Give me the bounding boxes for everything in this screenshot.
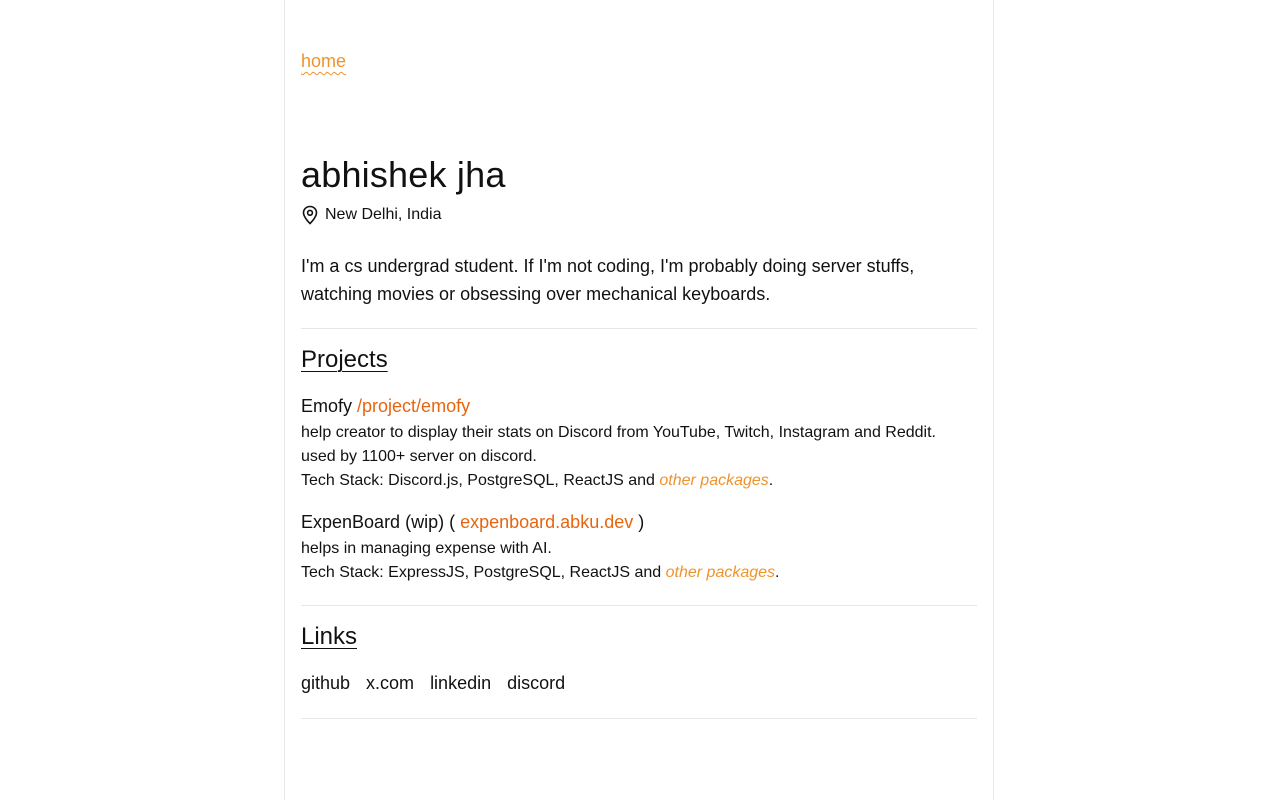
bio: I'm a cs undergrad student. If I'm not coding, I'm probably doing server stuffs, watching movies or obsessing over mechanical keyboards. [301,256,915,304]
github-link[interactable]: github [301,673,351,693]
links-list [301,673,581,694]
period: . [768,472,774,489]
project-tech-stack [301,469,773,493]
location [301,205,442,225]
project-link[interactable]: expenboard.abku.dev [460,512,634,532]
tech-stack-text: Tech Stack: ExpressJS, PostgreSQL, ReactJS and [301,564,662,581]
project-item-expenboard [301,512,644,533]
projects-heading: Projects [301,346,388,373]
project-tech-stack [301,561,779,585]
map-pin-icon [301,205,319,225]
divider [301,718,977,719]
discord-link[interactable]: discord [507,673,566,693]
links-heading: Links [301,623,358,650]
project-description: helps in managing expense with AI. [301,540,552,557]
home-link[interactable]: home [301,51,347,71]
x-link[interactable]: x.com [366,673,415,693]
profile-name: abhishek jha [301,154,506,195]
period: . [775,564,780,581]
project-usage: used by 1100+ server on discord. [301,448,537,465]
project-name: ExpenBoard (wip) ( [301,512,456,532]
other-packages-link[interactable]: other packages [665,564,776,581]
project-description: help creator to display their stats on Discord from YouTube, Twitch, Instagram and Reddit. [301,424,936,441]
project-link[interactable]: /project/emofy [357,396,471,416]
project-name: Emofy [301,396,353,416]
tech-stack-text: Tech Stack: Discord.js, PostgreSQL, ReactJS and [301,472,655,489]
page-container [284,0,994,800]
linkedin-link[interactable]: linkedin [430,673,492,693]
location-text: New Delhi, India [325,206,442,223]
divider [301,605,977,606]
other-packages-link[interactable]: other packages [659,472,769,489]
divider [301,328,977,329]
project-item-emofy [301,396,470,417]
paren-close: ) [638,512,645,532]
